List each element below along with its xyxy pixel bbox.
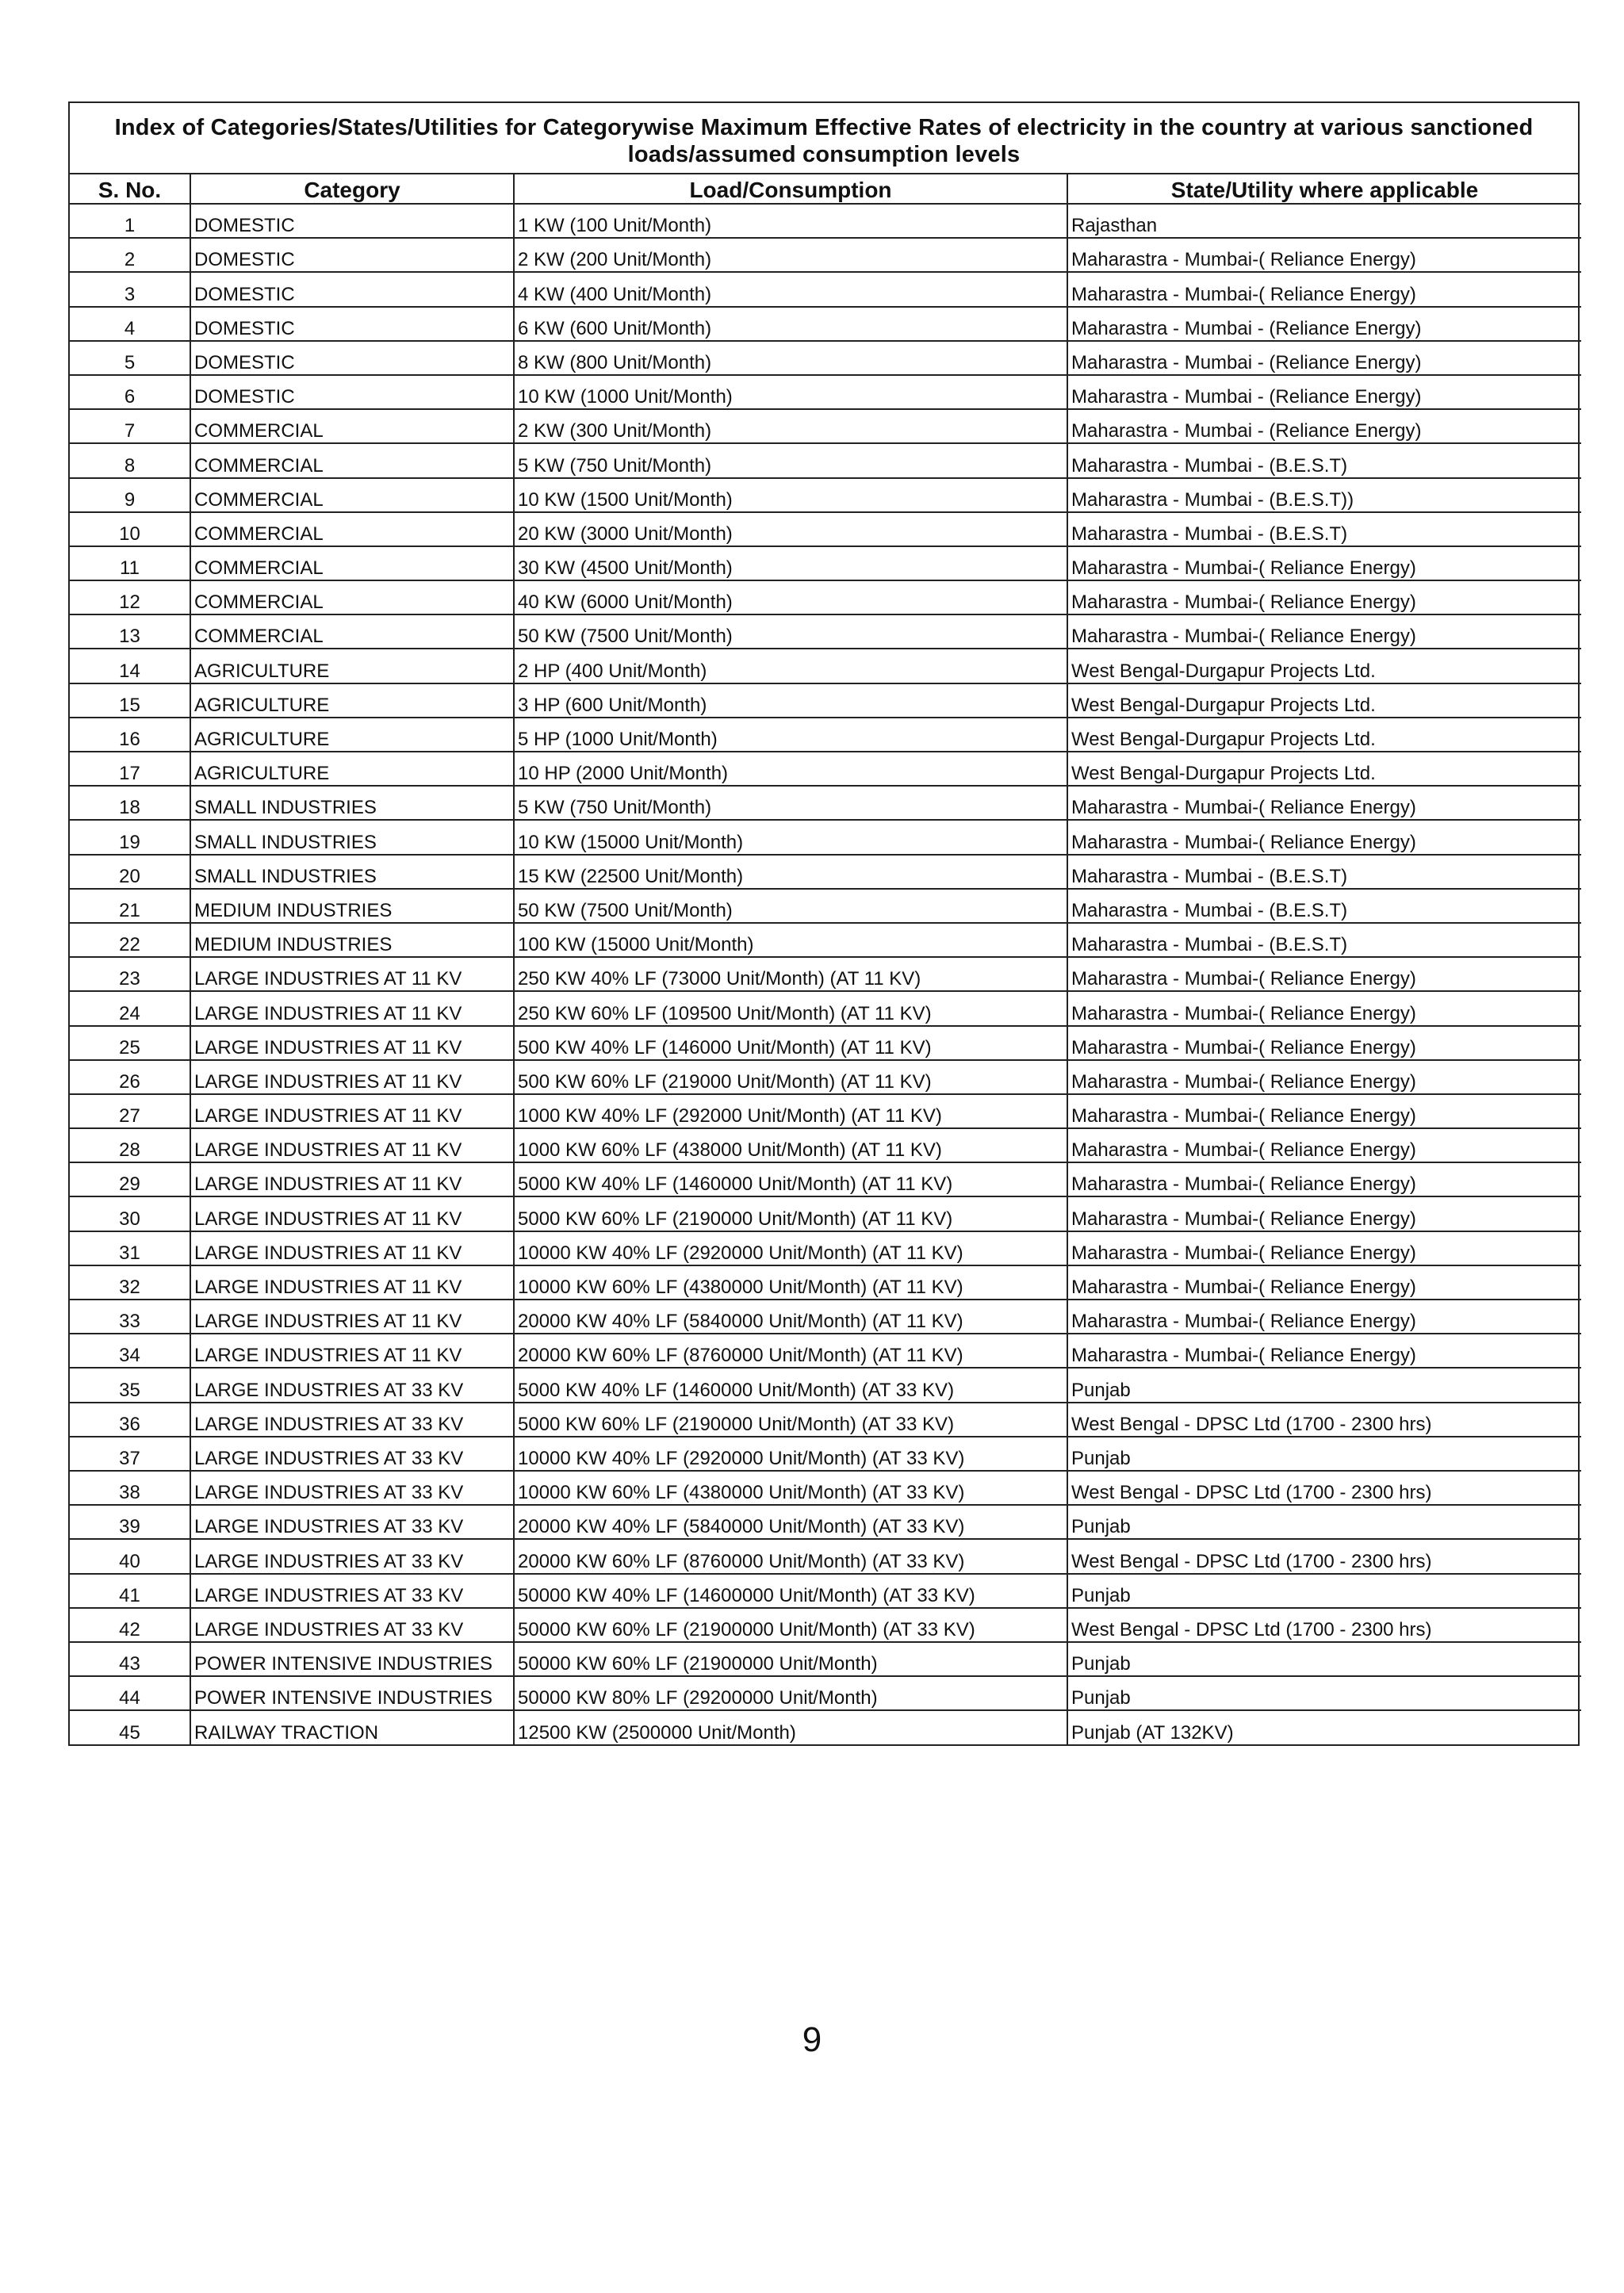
row-load-cell: 1000 KW 40% LF (292000 Unit/Month) (AT 11 KV) (514, 1094, 1067, 1128)
row-category-cell: AGRICULTURE (190, 752, 514, 786)
row-category-cell: LARGE INDUSTRIES AT 11 KV (190, 957, 514, 991)
row-category-cell: COMMERCIAL (190, 409, 514, 443)
row-category-cell: LARGE INDUSTRIES AT 11 KV (190, 1128, 514, 1162)
table-row (70, 1060, 1581, 1094)
row-category-cell: COMMERCIAL (190, 580, 514, 614)
table-row (70, 889, 1581, 923)
row-state-cell: Maharastra - Mumbai-( Reliance Energy) (1067, 786, 1581, 820)
row-sno-cell: 29 (70, 1162, 190, 1196)
table-row (70, 957, 1581, 991)
row-sno-cell: 8 (70, 443, 190, 477)
row-state-cell: Maharastra - Mumbai-( Reliance Energy) (1067, 238, 1581, 272)
row-load-cell: 10000 KW 60% LF (4380000 Unit/Month) (AT 33 KV) (514, 1471, 1067, 1505)
row-state-cell: Punjab (AT 132KV) (1071, 1722, 1234, 1744)
row-sno-cell: 35 (70, 1368, 190, 1402)
table-row (70, 1162, 1581, 1196)
table-row (70, 1368, 1581, 1402)
row-sno-cell: 24 (70, 991, 190, 1025)
row-category-cell: LARGE INDUSTRIES AT 33 KV (190, 1608, 514, 1642)
row-state-cell: West Bengal-Durgapur Projects Ltd. (1067, 649, 1581, 683)
table-row (70, 512, 1581, 546)
row-category-cell: MEDIUM INDUSTRIES (190, 889, 514, 923)
row-state-cell: Rajasthan (1067, 204, 1581, 238)
row-sno-cell: 45 (70, 1710, 190, 1744)
row-state-cell: Maharastra - Mumbai-( Reliance Energy) (1067, 614, 1581, 649)
row-load-cell: 20000 KW 60% LF (8760000 Unit/Month) (AT 11 KV) (514, 1334, 1067, 1368)
row-category-cell: DOMESTIC (190, 375, 514, 409)
row-category-cell: COMMERCIAL (190, 443, 514, 477)
row-state-cell: West Bengal - DPSC Ltd (1700 - 2300 hrs) (1067, 1471, 1581, 1505)
row-category-cell: LARGE INDUSTRIES AT 33 KV (190, 1437, 514, 1471)
table-row (70, 614, 1581, 649)
table-row (70, 1196, 1581, 1231)
row-sno-cell: 9 (70, 478, 190, 512)
row-category-cell: COMMERCIAL (190, 512, 514, 546)
row-load-cell: 10000 KW 40% LF (2920000 Unit/Month) (AT 33 KV) (514, 1437, 1067, 1471)
row-load-cell: 6 KW (600 Unit/Month) (514, 307, 1067, 341)
row-sno-cell: 5 (70, 341, 190, 375)
row-load-cell: 50000 KW 40% LF (14600000 Unit/Month) (AT 33 KV) (514, 1574, 1067, 1608)
row-load-cell: 50 KW (7500 Unit/Month) (514, 889, 1067, 923)
row-state-cell: Maharastra - Mumbai-( Reliance Energy) (1067, 1060, 1581, 1094)
row-load-cell: 1000 KW 60% LF (438000 Unit/Month) (AT 11 KV) (514, 1128, 1067, 1162)
row-load-cell: 5 KW (750 Unit/Month) (514, 443, 1067, 477)
row-load-cell: 1 KW (100 Unit/Month) (514, 204, 1067, 238)
table-row (70, 580, 1581, 614)
row-category-cell: RAILWAY TRACTION (190, 1710, 514, 1744)
row-category-cell: LARGE INDUSTRIES AT 11 KV (190, 1162, 514, 1196)
header-category: Category (190, 174, 514, 204)
rates-index-table-frame (68, 101, 1580, 1746)
table-row (70, 1608, 1581, 1642)
row-category-cell: DOMESTIC (190, 307, 514, 341)
table-row (70, 238, 1581, 272)
row-category-cell: LARGE INDUSTRIES AT 11 KV (190, 1196, 514, 1231)
row-state-cell: Maharastra - Mumbai-( Reliance Energy) (1067, 580, 1581, 614)
row-load-cell: 10 KW (1000 Unit/Month) (514, 375, 1067, 409)
table-header-row (70, 174, 1581, 204)
table-body (70, 204, 1581, 1744)
table-row (70, 1539, 1581, 1573)
row-state-cell: Punjab (1067, 1676, 1581, 1710)
row-load-cell: 5 HP (1000 Unit/Month) (514, 718, 1067, 752)
row-sno-cell: 28 (70, 1128, 190, 1162)
table-row (70, 1676, 1581, 1710)
row-state-cell: Maharastra - Mumbai-( Reliance Energy) (1067, 1196, 1581, 1231)
row-sno-cell: 15 (70, 683, 190, 718)
row-state-cell: Punjab (1067, 1368, 1581, 1402)
row-sno-cell: 16 (70, 718, 190, 752)
header-sno: S. No. (70, 174, 190, 204)
row-category-cell: DOMESTIC (190, 204, 514, 238)
row-state-cell: Punjab (1067, 1642, 1581, 1676)
table-row (70, 991, 1581, 1025)
row-category-cell: LARGE INDUSTRIES AT 11 KV (190, 1300, 514, 1334)
row-load-cell: 20000 KW 60% LF (8760000 Unit/Month) (AT 33 KV) (514, 1539, 1067, 1573)
row-sno-cell: 44 (70, 1676, 190, 1710)
row-category-cell: LARGE INDUSTRIES AT 33 KV (190, 1574, 514, 1608)
row-sno-cell: 2 (70, 238, 190, 272)
row-category-cell: AGRICULTURE (190, 649, 514, 683)
row-sno-cell: 17 (70, 752, 190, 786)
row-sno-cell: 18 (70, 786, 190, 820)
row-sno-cell: 34 (70, 1334, 190, 1368)
table-row (70, 307, 1581, 341)
table-row (70, 341, 1581, 375)
row-category-cell: LARGE INDUSTRIES AT 11 KV (190, 991, 514, 1025)
row-load-cell: 20000 KW 40% LF (5840000 Unit/Month) (AT 11 KV) (514, 1300, 1067, 1334)
row-category-cell: DOMESTIC (190, 272, 514, 306)
row-state-cell: Maharastra - Mumbai - (Reliance Energy) (1067, 409, 1581, 443)
row-sno-cell: 6 (70, 375, 190, 409)
row-category-cell: SMALL INDUSTRIES (190, 820, 514, 854)
row-category-cell: COMMERCIAL (190, 546, 514, 580)
table-row (70, 1334, 1581, 1368)
row-load-cell: 20 KW (3000 Unit/Month) (514, 512, 1067, 546)
row-load-cell: 5 KW (750 Unit/Month) (514, 786, 1067, 820)
table-row (70, 1128, 1581, 1162)
row-sno-cell: 23 (70, 957, 190, 991)
row-sno-cell: 32 (70, 1265, 190, 1300)
table-row (70, 855, 1581, 889)
row-category-cell: LARGE INDUSTRIES AT 33 KV (190, 1471, 514, 1505)
row-load-cell: 2 KW (300 Unit/Month) (514, 409, 1067, 443)
row-state-cell: West Bengal - DPSC Ltd (1700 - 2300 hrs) (1067, 1539, 1581, 1573)
row-category-cell: POWER INTENSIVE INDUSTRIES (190, 1642, 514, 1676)
row-load-cell: 100 KW (15000 Unit/Month) (514, 923, 1067, 957)
row-sno-cell: 10 (70, 512, 190, 546)
row-category-cell: DOMESTIC (190, 341, 514, 375)
row-load-cell: 8 KW (800 Unit/Month) (514, 341, 1067, 375)
row-state-cell: Maharastra - Mumbai-( Reliance Energy) (1067, 991, 1581, 1025)
row-category-cell: LARGE INDUSTRIES AT 11 KV (190, 1026, 514, 1060)
table-row (70, 649, 1581, 683)
row-sno-cell: 7 (70, 409, 190, 443)
row-sno-cell: 40 (70, 1539, 190, 1573)
row-sno-cell: 13 (70, 614, 190, 649)
row-load-cell: 3 HP (600 Unit/Month) (514, 683, 1067, 718)
row-load-cell: 5000 KW 60% LF (2190000 Unit/Month) (AT 11 KV) (514, 1196, 1067, 1231)
row-category-cell: COMMERCIAL (190, 478, 514, 512)
row-state-cell: Maharastra - Mumbai-( Reliance Energy) (1067, 546, 1581, 580)
row-load-cell: 4 KW (400 Unit/Month) (514, 272, 1067, 306)
table-row (70, 1437, 1581, 1471)
row-sno-cell: 36 (70, 1403, 190, 1437)
row-state-cell: Punjab (1067, 1437, 1581, 1471)
table-row (70, 409, 1581, 443)
table-row (70, 1094, 1581, 1128)
row-category-cell: SMALL INDUSTRIES (190, 855, 514, 889)
row-sno-cell: 27 (70, 1094, 190, 1128)
table-row (70, 1300, 1581, 1334)
row-load-cell: 10 KW (1500 Unit/Month) (514, 478, 1067, 512)
table-row (70, 443, 1581, 477)
row-category-cell: LARGE INDUSTRIES AT 11 KV (190, 1334, 514, 1368)
row-state-cell: West Bengal - DPSC Ltd (1700 - 2300 hrs) (1067, 1403, 1581, 1437)
rates-index-table (70, 174, 1581, 1744)
row-sno-cell: 30 (70, 1196, 190, 1231)
row-sno-cell: 11 (70, 546, 190, 580)
table-row (70, 478, 1581, 512)
row-sno-cell: 25 (70, 1026, 190, 1060)
row-load-cell: 500 KW 60% LF (219000 Unit/Month) (AT 11 KV) (514, 1060, 1067, 1094)
table-row (70, 1403, 1581, 1437)
row-state-cell: Maharastra - Mumbai - (Reliance Energy) (1067, 307, 1581, 341)
header-state: State/Utility where applicable (1067, 174, 1581, 204)
table-row (70, 1574, 1581, 1608)
table-row (70, 1471, 1581, 1505)
row-category-cell: AGRICULTURE (190, 718, 514, 752)
row-state-cell: West Bengal-Durgapur Projects Ltd. (1067, 718, 1581, 752)
row-load-cell: 5000 KW 40% LF (1460000 Unit/Month) (AT 11 KV) (514, 1162, 1067, 1196)
table-row (70, 1505, 1581, 1539)
row-sno-cell: 22 (70, 923, 190, 957)
row-category-cell: SMALL INDUSTRIES (190, 786, 514, 820)
row-category-cell: LARGE INDUSTRIES AT 11 KV (190, 1094, 514, 1128)
row-sno-cell: 41 (70, 1574, 190, 1608)
row-state-cell: Maharastra - Mumbai-( Reliance Energy) (1067, 1128, 1581, 1162)
row-state-cell: Maharastra - Mumbai-( Reliance Energy) (1067, 1162, 1581, 1196)
row-load-cell: 50000 KW 80% LF (29200000 Unit/Month) (514, 1676, 1067, 1710)
row-state-cell: Maharastra - Mumbai-( Reliance Energy) (1067, 1300, 1581, 1334)
row-category-cell: LARGE INDUSTRIES AT 33 KV (190, 1505, 514, 1539)
row-category-cell: LARGE INDUSTRIES AT 33 KV (190, 1539, 514, 1573)
row-state-cell: Maharastra - Mumbai-( Reliance Energy) (1067, 957, 1581, 991)
row-load-cell: 15 KW (22500 Unit/Month) (514, 855, 1067, 889)
row-category-cell: LARGE INDUSTRIES AT 33 KV (190, 1403, 514, 1437)
page-number: 9 (802, 2020, 822, 2059)
row-state-cell: West Bengal-Durgapur Projects Ltd. (1067, 752, 1581, 786)
row-sno-cell: 42 (70, 1608, 190, 1642)
row-state-cell: Maharastra - Mumbai-( Reliance Energy) (1067, 1026, 1581, 1060)
row-state-cell: Maharastra - Mumbai - (Reliance Energy) (1067, 341, 1581, 375)
row-category-cell: LARGE INDUSTRIES AT 11 KV (190, 1265, 514, 1300)
row-load-cell: 30 KW (4500 Unit/Month) (514, 546, 1067, 580)
row-state-cell: Maharastra - Mumbai - (B.E.S.T) (1067, 889, 1581, 923)
row-sno-cell: 26 (70, 1060, 190, 1094)
table-row (70, 1710, 1581, 1744)
row-state-cell: Maharastra - Mumbai - (B.E.S.T) (1067, 923, 1581, 957)
row-sno-cell: 43 (70, 1642, 190, 1676)
row-load-cell: 10000 KW 40% LF (2920000 Unit/Month) (AT 11 KV) (514, 1231, 1067, 1265)
table-row (70, 204, 1581, 238)
table-row (70, 820, 1581, 854)
row-sno-cell: 21 (70, 889, 190, 923)
row-state-cell: Maharastra - Mumbai-( Reliance Energy) (1067, 820, 1581, 854)
row-load-cell: 10000 KW 60% LF (4380000 Unit/Month) (AT 11 KV) (514, 1265, 1067, 1300)
row-state-cell: Maharastra - Mumbai-( Reliance Energy) (1067, 1094, 1581, 1128)
row-load-cell: 50 KW (7500 Unit/Month) (514, 614, 1067, 649)
header-load: Load/Consumption (514, 174, 1067, 204)
row-load-cell: 2 HP (400 Unit/Month) (514, 649, 1067, 683)
table-row (70, 375, 1581, 409)
row-state-cell: Maharastra - Mumbai - (B.E.S.T) (1067, 855, 1581, 889)
table-row (70, 546, 1581, 580)
row-state-cell: Punjab (1067, 1574, 1581, 1608)
table-row (70, 718, 1581, 752)
row-state-cell: Maharastra - Mumbai - (B.E.S.T) (1067, 512, 1581, 546)
table-row (70, 1642, 1581, 1676)
row-category-cell: POWER INTENSIVE INDUSTRIES (190, 1676, 514, 1710)
row-category-cell: LARGE INDUSTRIES AT 11 KV (190, 1231, 514, 1265)
row-state-cell: Maharastra - Mumbai-( Reliance Energy) (1067, 1334, 1581, 1368)
row-sno-cell: 20 (70, 855, 190, 889)
row-load-cell: 12500 KW (2500000 Unit/Month) (514, 1710, 1067, 1744)
row-sno-cell: 4 (70, 307, 190, 341)
table-row (70, 272, 1581, 306)
row-load-cell: 10 KW (15000 Unit/Month) (514, 820, 1067, 854)
row-load-cell: 10 HP (2000 Unit/Month) (514, 752, 1067, 786)
row-load-cell: 5000 KW 40% LF (1460000 Unit/Month) (AT 33 KV) (514, 1368, 1067, 1402)
row-sno-cell: 19 (70, 820, 190, 854)
table-row (70, 683, 1581, 718)
row-state-cell: Maharastra - Mumbai - (B.E.S.T)) (1067, 478, 1581, 512)
row-load-cell: 2 KW (200 Unit/Month) (514, 238, 1067, 272)
row-load-cell: 250 KW 40% LF (73000 Unit/Month) (AT 11 KV) (514, 957, 1067, 991)
row-category-cell: AGRICULTURE (190, 683, 514, 718)
row-load-cell: 20000 KW 40% LF (5840000 Unit/Month) (AT 33 KV) (514, 1505, 1067, 1539)
row-category-cell: LARGE INDUSTRIES AT 11 KV (190, 1060, 514, 1094)
row-sno-cell: 33 (70, 1300, 190, 1334)
row-load-cell: 40 KW (6000 Unit/Month) (514, 580, 1067, 614)
row-sno-cell: 3 (70, 272, 190, 306)
row-state-cell: Maharastra - Mumbai-( Reliance Energy) (1067, 1265, 1581, 1300)
row-category-cell: DOMESTIC (190, 238, 514, 272)
row-state-cell: Maharastra - Mumbai - (B.E.S.T) (1067, 443, 1581, 477)
table-row (70, 1265, 1581, 1300)
row-sno-cell: 37 (70, 1437, 190, 1471)
row-sno-cell: 1 (70, 204, 190, 238)
row-load-cell: 5000 KW 60% LF (2190000 Unit/Month) (AT 33 KV) (514, 1403, 1067, 1437)
row-sno-cell: 14 (70, 649, 190, 683)
table-row (70, 923, 1581, 957)
row-state-cell: West Bengal - DPSC Ltd (1700 - 2300 hrs) (1067, 1608, 1581, 1642)
table-row (70, 1231, 1581, 1265)
row-state-cell: Maharastra - Mumbai-( Reliance Energy) (1067, 272, 1581, 306)
row-category-cell: MEDIUM INDUSTRIES (190, 923, 514, 957)
row-load-cell: 250 KW 60% LF (109500 Unit/Month) (AT 11 KV) (514, 991, 1067, 1025)
table-row (70, 1026, 1581, 1060)
row-sno-cell: 39 (70, 1505, 190, 1539)
row-load-cell: 50000 KW 60% LF (21900000 Unit/Month) (514, 1642, 1067, 1676)
row-load-cell: 500 KW 40% LF (146000 Unit/Month) (AT 11 KV) (514, 1026, 1067, 1060)
row-category-cell: COMMERCIAL (190, 614, 514, 649)
row-state-cell: Maharastra - Mumbai-( Reliance Energy) (1067, 1231, 1581, 1265)
row-load-cell: 50000 KW 60% LF (21900000 Unit/Month) (AT 33 KV) (514, 1608, 1067, 1642)
row-state-cell: West Bengal-Durgapur Projects Ltd. (1067, 683, 1581, 718)
row-state-cell: Maharastra - Mumbai - (Reliance Energy) (1067, 375, 1581, 409)
document-title: Index of Categories/States/Utilities for Categorywise Maximum Effective Rates of electricity in the country at various sanctioned loads/assumed consumption levels (70, 103, 1578, 174)
row-sno-cell: 12 (70, 580, 190, 614)
row-category-cell: LARGE INDUSTRIES AT 33 KV (190, 1368, 514, 1402)
table-row (70, 752, 1581, 786)
row-sno-cell: 38 (70, 1471, 190, 1505)
table-row (70, 786, 1581, 820)
row-state-cell: Punjab (1067, 1505, 1581, 1539)
row-sno-cell: 31 (70, 1231, 190, 1265)
